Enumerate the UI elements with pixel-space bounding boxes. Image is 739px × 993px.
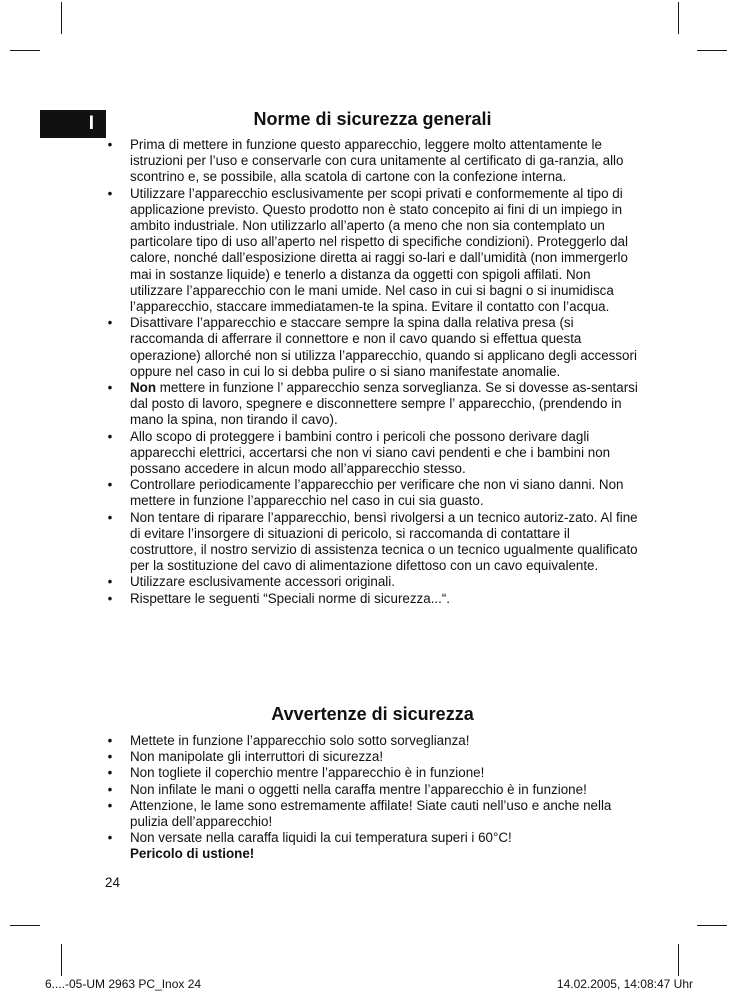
list-item [105,315,640,380]
section-title-safety-warnings: Avvertenze di sicurezza [271,704,474,724]
list-item-text: Mettete in funzione l’apparecchio solo sotto sorveglianza! [130,733,470,748]
list-item-text: Rispettare le seguenti “Speciali norme di sicurezza...“. [130,590,451,606]
language-tab: I [40,110,106,138]
list-item [105,380,640,429]
safety-warnings-list [105,733,640,863]
list-item [105,765,640,781]
list-item-text: Attenzione, le lame sono estremamente affilate! Siate cauti nell’uso e anche nella pulizia dell’apparecchio! [130,797,612,830]
crop-mark [10,925,40,926]
list-item-text: Utilizzare esclusivamente accessori originali. [130,574,395,590]
crop-mark [10,50,40,51]
list-item [105,137,640,186]
list-item [105,574,640,590]
list-item [105,782,640,798]
warning-emphasis: Pericolo di ustione! [130,846,255,862]
list-item-text: Non togliete il coperchio mentre l’apparecchio è in funzione! [130,765,485,781]
list-item-text: Controllare periodicamente l’apparecchio per verificare che non vi siano danni. Non mettere in funzione l’apparecchio nel caso in cui sia guasto. [130,477,624,509]
section-title-general-safety: Norme di sicurezza generali [253,109,492,129]
footer-file-info: 6....-05-UM 2963 PC_Inox 24 [45,977,202,991]
list-item-text: mettere in funzione l’ apparecchio senza sorveglianza. Se si dovesse as-sentarsi dal posto di lavoro, spegnere e disconnettere sempre l’ apparecchio, (prendendo in mano la spina, non tirando il cavo). [130,380,638,428]
crop-mark [678,944,679,976]
list-item [105,477,640,509]
list-item-text: Prima di mettere in funzione questo apparecchio, leggere molto attentamente le istruzioni per l’uso e conservarle con cura unitamente al certificato di ga-ranzia, allo scontrino e, se possibile, alla scatola di cartone con la confezione interna. [130,137,624,185]
list-item [105,830,640,862]
list-item [105,798,640,830]
list-item-text: Non infilate le mani o oggetti nella caraffa mentre l’apparecchio è in funzione! [130,781,587,797]
list-item [105,749,640,765]
page-number: 24 [105,875,120,890]
list-item [105,186,640,316]
footer-timestamp: 14.02.2005, 14:08:47 Uhr [556,977,693,991]
list-item-text: Utilizzare l’apparecchio esclusivamente per scopi privati e conformemente al tipo di applicazione previsto. Questo prodotto non è stato concepito ai fini di un impiego in ambito industriale. Non utilizzarlo all’aperto (a meno che non sia contemplato un particolare tipo di uso all’aperto nel rispetto di specifiche condizioni). Proteggerlo dal calore, nonché dall’esposizione diretta ai raggi so-lari e dall’umidità (non immergerlo mai in sostanze liquide) e tenerlo a distanza da oggetti con spigoli affilati. Non utilizzare l’apparecchio con le mani umide. Nel caso in cui si bagni o si inumidisca l’apparecchio, staccare immediatamen-te la spina. Evitare il contatto con l’acqua. [130,185,628,315]
list-item-text: Non manipolate gli interruttori di sicurezza! [130,749,384,765]
emphasis-text: Non [130,380,157,396]
list-item-text: Non versate nella caraffa liquidi la cui temperatura superi i 60°C! [130,830,512,846]
crop-mark [61,2,62,34]
crop-mark [697,50,727,51]
crop-mark [697,925,727,926]
list-item [105,510,640,575]
general-safety-list [105,137,640,607]
list-item-text: Allo scopo di proteggere i bambini contro i pericoli che possono derivare dagli apparecchi elettrici, accertarsi che non vi siano cavi pendenti e che i bambini non possano accedere in alcun modo all’apparecchio stesso. [130,428,611,477]
list-item-text: Disattivare l’apparecchio e staccare sempre la spina dalla relativa presa (si raccomanda di afferrare il connettore e non il cavo quando si effettua questa operazione) allorché non si utilizza l’apparecchio, quando si applicano degli accessori oppure nel caso in cui lo si debba pulire o si siano manifestate anomalie. [130,315,637,379]
list-item [105,733,640,749]
crop-mark [61,944,62,976]
list-item [105,429,640,478]
crop-mark [678,2,679,34]
list-item [105,591,640,607]
list-item-text: Non tentare di riparare l’apparecchio, bensì rivolgersi a un tecnico autoriz-zato. Al fine di evitare l’insorgere di situazioni di pericolo, si raccomanda di contattare il costruttore, il nostro servizio di assistenza tecnica o un tecnico ugualmente qualificato per la sostituzione del cavo di alimentazione difettoso con un cavo equivalente. [130,509,638,574]
